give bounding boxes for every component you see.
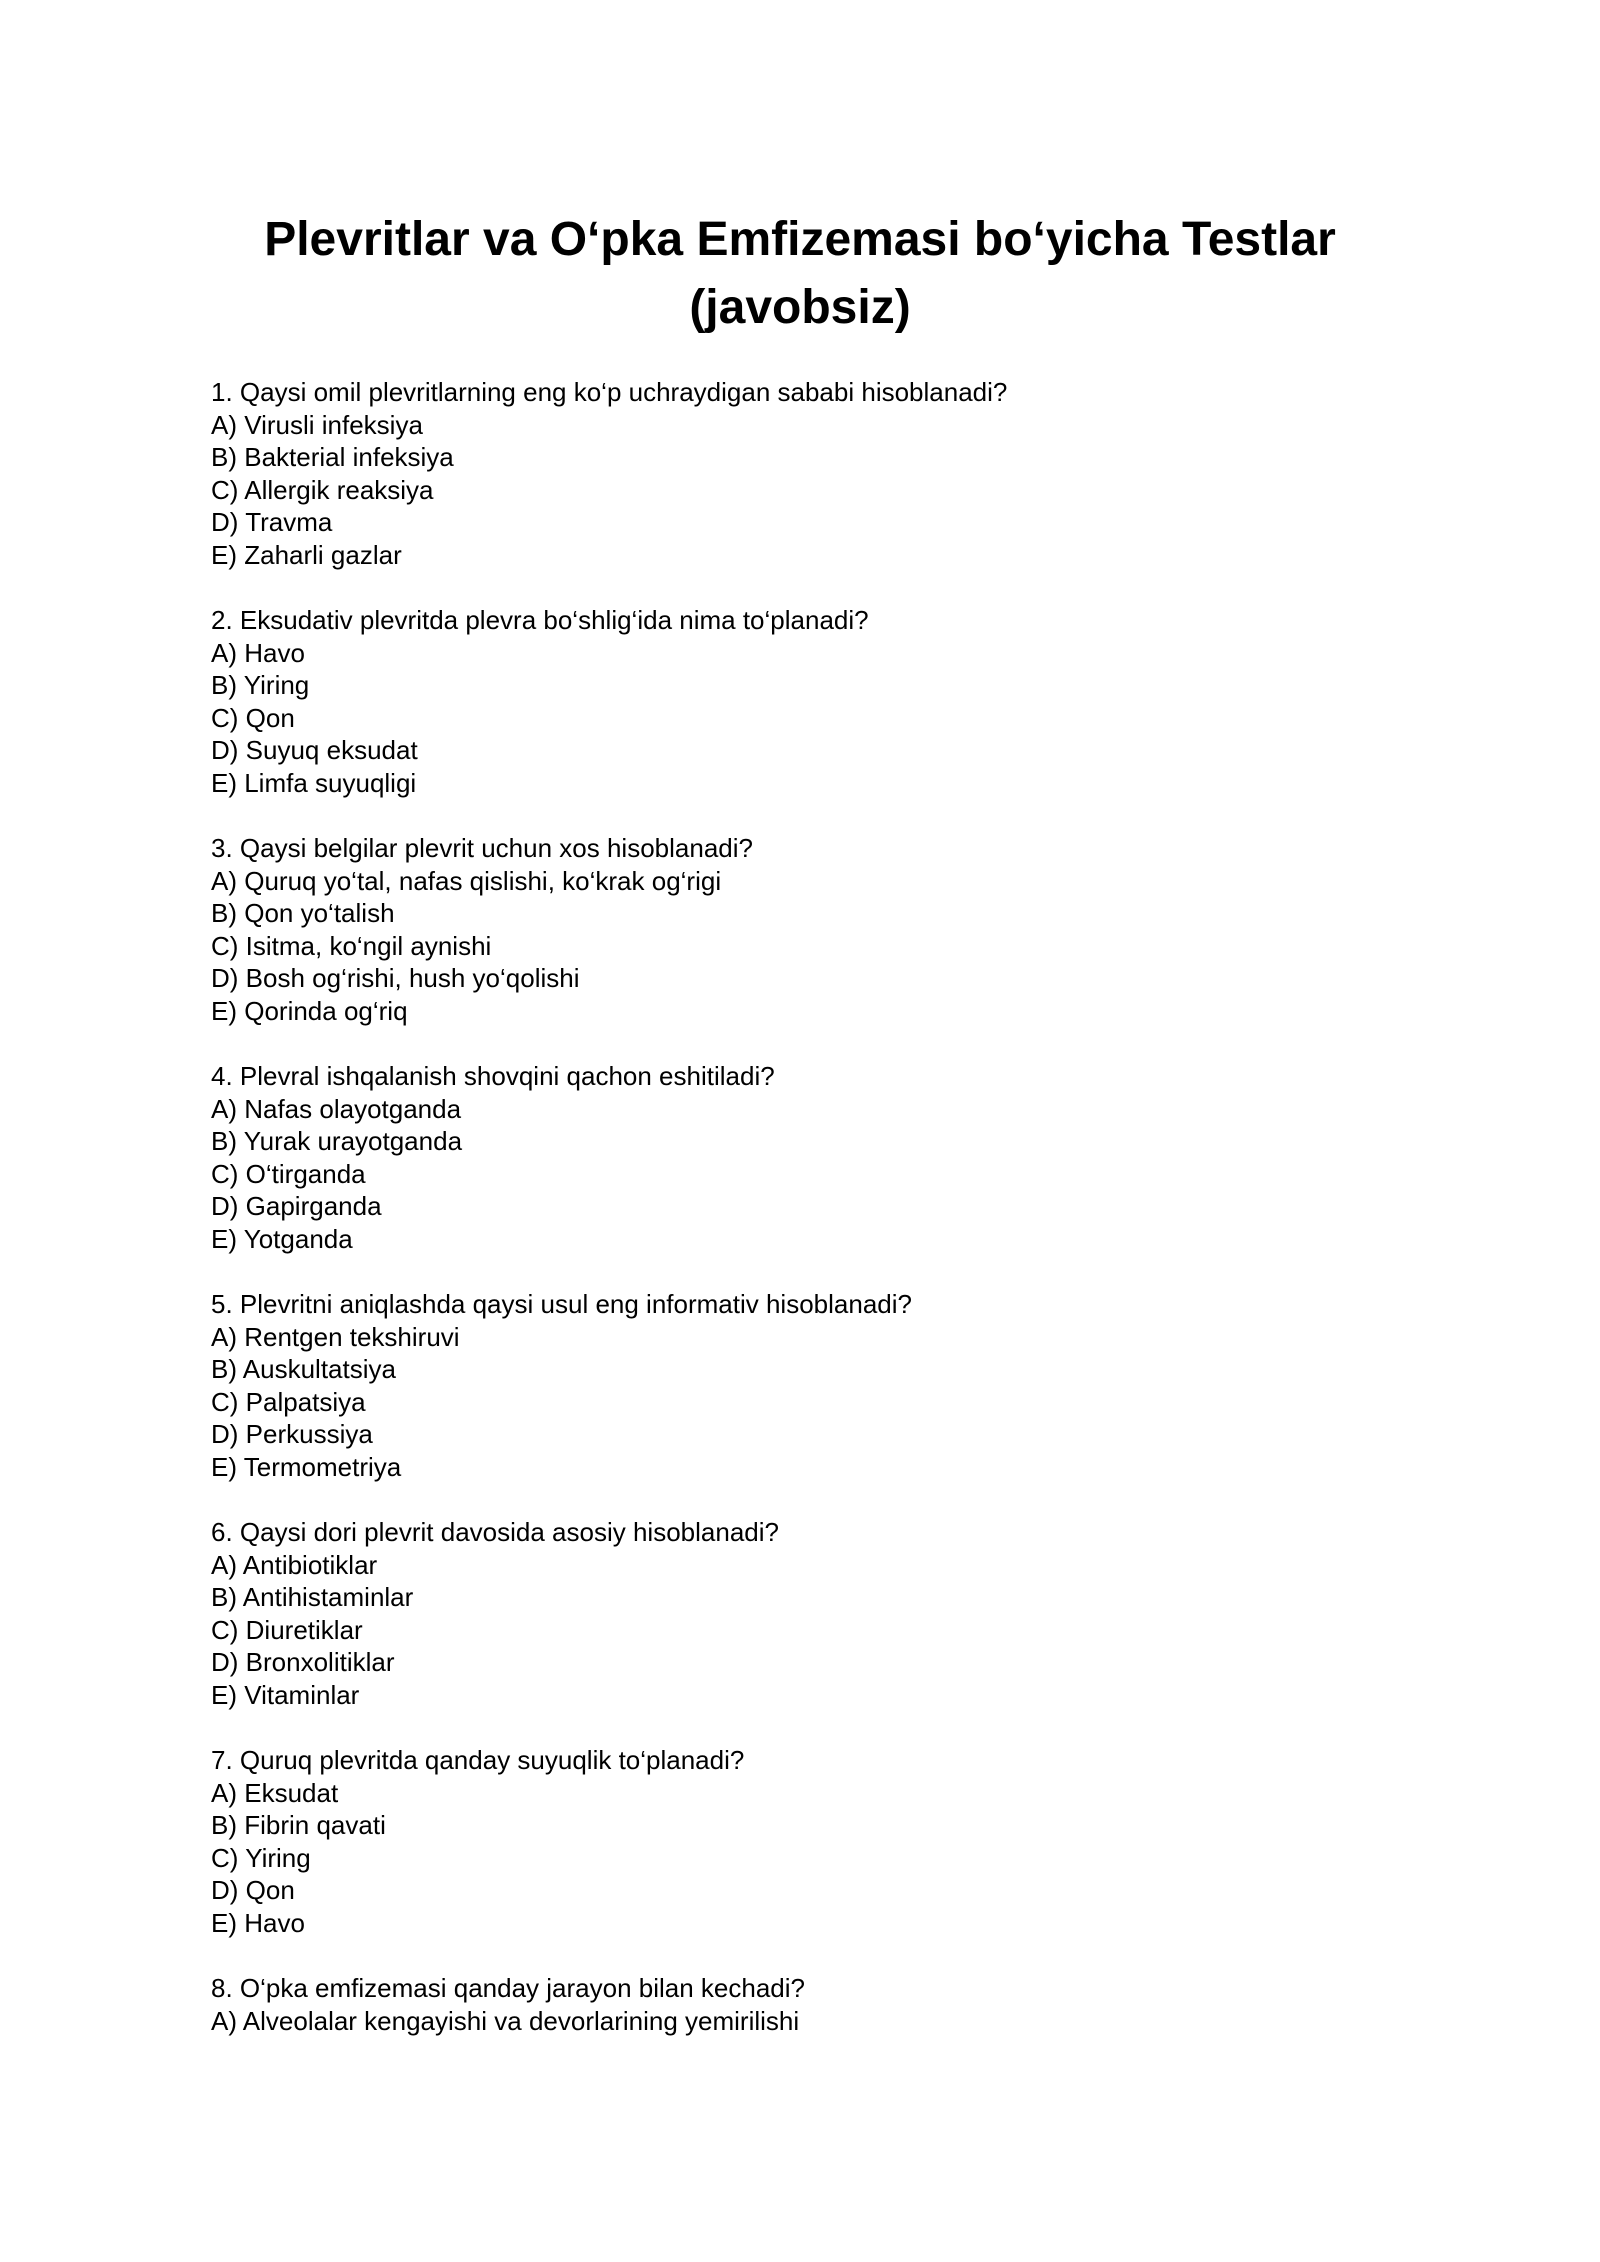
answer-option-a: A) Nafas olayotganda xyxy=(211,1093,462,1124)
title-line-1: Plevritlar va O‘pka Emfizemasi bo‘yicha Testlar xyxy=(264,213,1336,266)
answer-option-b: B) Fibrin qavati xyxy=(211,1810,386,1840)
answer-option-b: B) Antihistaminlar xyxy=(211,1582,414,1612)
answer-option-d: D) Qon xyxy=(211,1875,295,1905)
answer-option-c: C) Qon xyxy=(211,702,295,733)
answer-option-d: D) Bronxolitiklar xyxy=(211,1647,395,1677)
answer-option-b: B) Auskultatsiya xyxy=(211,1354,396,1384)
question-8 xyxy=(211,1972,1411,2037)
answer-option-e: E) Havo xyxy=(211,1907,305,1938)
answer-option-e: E) Yotganda xyxy=(211,1223,353,1254)
title-line-2: (javobsiz) xyxy=(689,281,911,334)
answer-option-c: C) Yiring xyxy=(211,1842,311,1873)
answer-option-d: D) Travma xyxy=(211,507,333,537)
answer-option-d: D) Gapirganda xyxy=(211,1191,382,1221)
question-text: 7. Quruq plevritda qanday suyuqlik to‘planadi? xyxy=(211,1745,745,1775)
answer-option-c: C) O‘tirganda xyxy=(211,1158,366,1189)
question-2 xyxy=(211,604,1411,799)
answer-option-d: D) Perkussiya xyxy=(211,1419,373,1449)
question-3 xyxy=(211,832,1411,1027)
answer-option-a: A) Havo xyxy=(211,637,305,668)
answer-option-c: C) Palpatsiya xyxy=(211,1386,366,1417)
question-text: 2. Eksudativ plevritda plevra bo‘shlig‘ida nima to‘planadi? xyxy=(211,605,869,635)
question-5 xyxy=(211,1288,1411,1483)
question-text: 3. Qaysi belgilar plevrit uchun xos hisoblanadi? xyxy=(211,833,753,863)
answer-option-a: A) Quruq yo‘tal, nafas qislishi, ko‘krak og‘rigi xyxy=(211,865,722,896)
answer-option-e: E) Limfa suyuqligi xyxy=(211,767,417,798)
question-7 xyxy=(211,1744,1411,1939)
question-text: 8. O‘pka emfizemasi qanday jarayon bilan kechadi? xyxy=(211,1973,806,2003)
answer-option-b: B) Bakterial infeksiya xyxy=(211,442,454,472)
answer-option-e: E) Qorinda og‘riq xyxy=(211,995,408,1026)
answer-option-b: B) Yurak urayotganda xyxy=(211,1126,463,1156)
answer-option-a: A) Antibiotiklar xyxy=(211,1549,378,1580)
answer-option-c: C) Isitma, ko‘ngil aynishi xyxy=(211,930,492,961)
question-text: 6. Qaysi dori plevrit davosida asosiy hisoblanadi? xyxy=(211,1517,779,1547)
answer-option-c: C) Allergik reaksiya xyxy=(211,474,434,505)
answer-option-e: E) Vitaminlar xyxy=(211,1679,360,1710)
answer-option-a: A) Virusli infeksiya xyxy=(211,409,423,440)
answer-option-e: E) Zaharli gazlar xyxy=(211,539,402,570)
answer-option-a: A) Eksudat xyxy=(211,1777,339,1808)
answer-option-a: A) Rentgen tekshiruvi xyxy=(211,1321,460,1352)
question-text: 5. Plevritni aniqlashda qaysi usul eng informativ hisoblanadi? xyxy=(211,1289,912,1319)
answer-option-d: D) Suyuq eksudat xyxy=(211,735,418,765)
answer-option-e: E) Termometriya xyxy=(211,1451,402,1482)
answer-option-d: D) Bosh og‘rishi, hush yo‘qolishi xyxy=(211,963,580,993)
answer-option-c: C) Diuretiklar xyxy=(211,1614,363,1645)
question-6 xyxy=(211,1516,1411,1711)
answer-option-b: B) Qon yo‘talish xyxy=(211,898,395,928)
document-title xyxy=(200,206,1400,342)
question-text: 1. Qaysi omil plevritlarning eng ko‘p uchraydigan sababi hisoblanadi? xyxy=(211,377,1008,407)
question-list xyxy=(211,376,1411,2070)
answer-option-a: A) Alveolalar kengayishi va devorlarining yemirilishi xyxy=(211,2005,800,2036)
question-1 xyxy=(211,376,1411,571)
question-4 xyxy=(211,1060,1411,1255)
question-text: 4. Plevral ishqalanish shovqini qachon eshitiladi? xyxy=(211,1061,775,1091)
answer-option-b: B) Yiring xyxy=(211,670,310,700)
